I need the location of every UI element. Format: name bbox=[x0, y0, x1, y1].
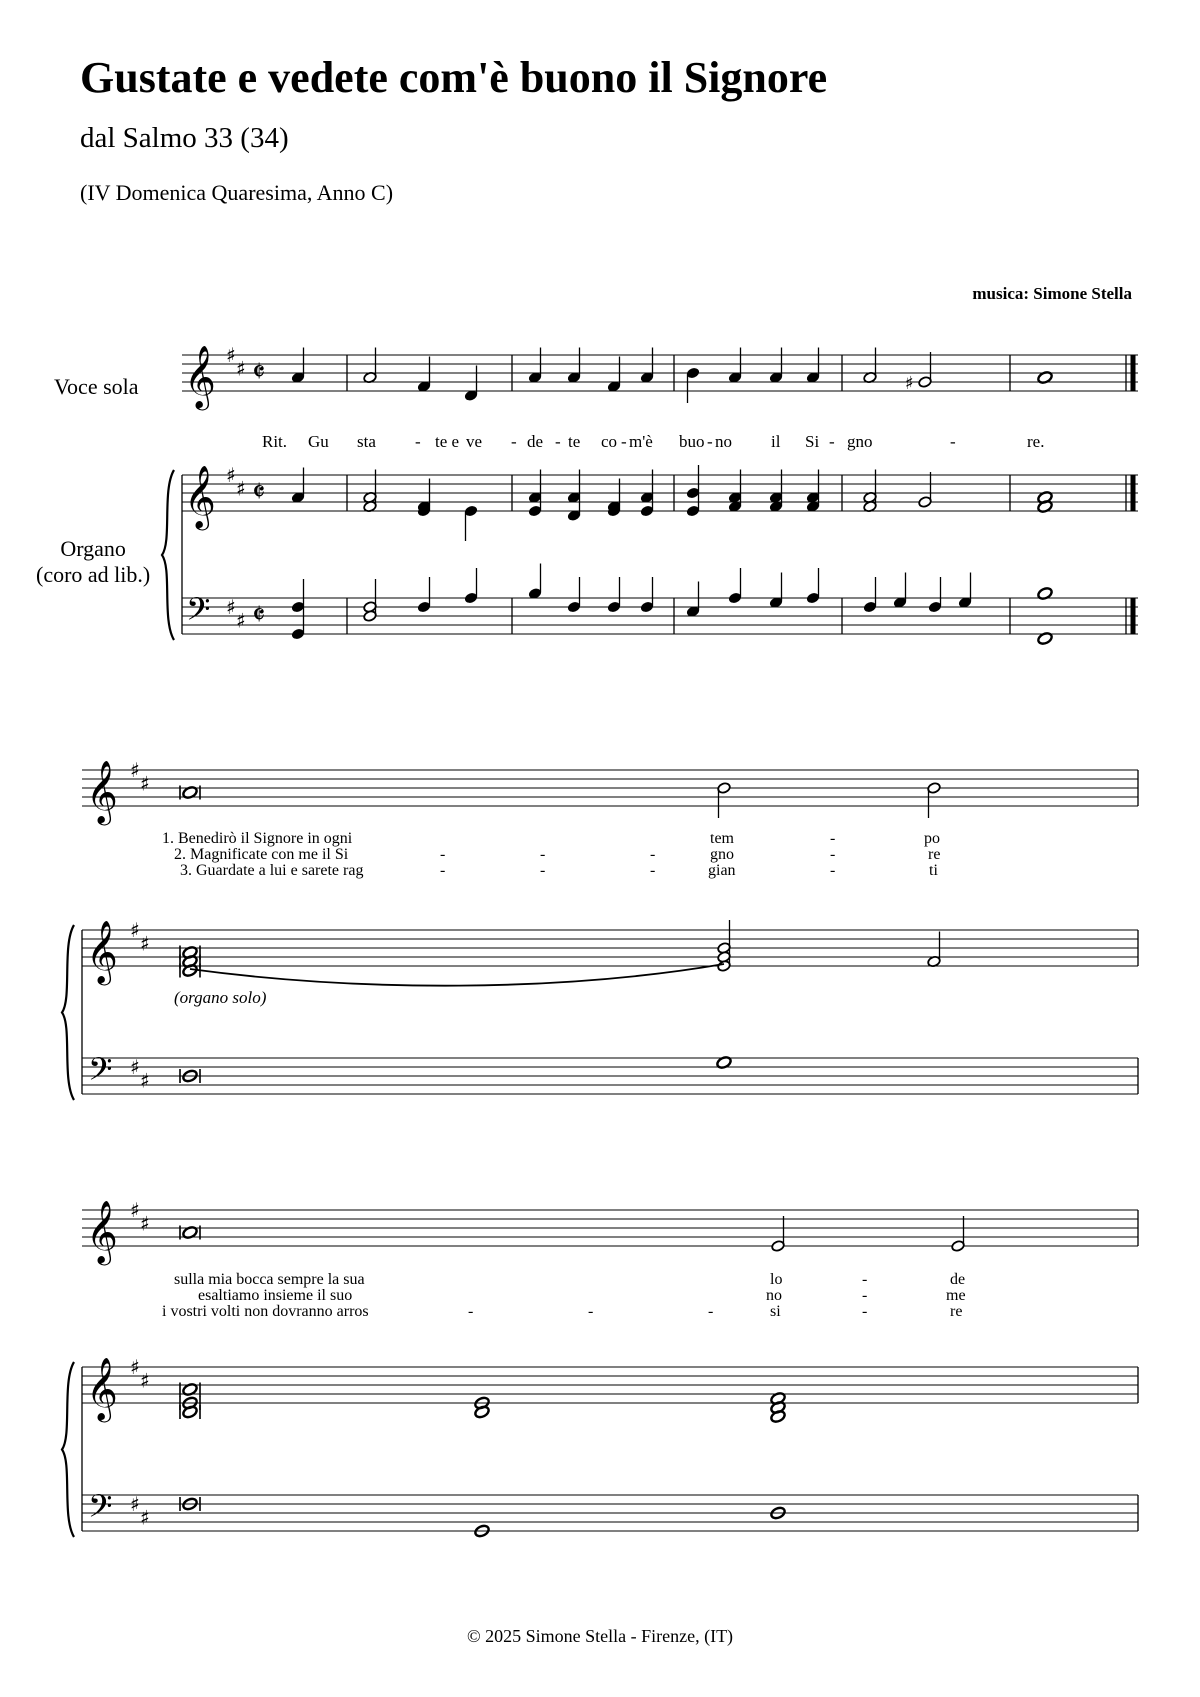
lyric-hyphen: - bbox=[440, 846, 446, 863]
organ-treble-staff bbox=[82, 1367, 1138, 1403]
lyric-syllable: tem bbox=[710, 830, 734, 847]
copyright-footer: © 2025 Simone Stella - Firenze, (IT) bbox=[466, 1626, 734, 1646]
clefs-keys bbox=[86, 343, 914, 1532]
lyric-hyphen: - bbox=[862, 1287, 868, 1304]
organ-label-line2: (coro ad lib.) bbox=[36, 562, 151, 587]
lyric-syllable: te bbox=[568, 432, 581, 451]
voice-staff bbox=[82, 770, 1138, 806]
lyric-syllable: ti bbox=[929, 862, 938, 879]
key-sharp-icon: ♯ bbox=[226, 343, 236, 367]
key-sharp-icon: ♯ bbox=[226, 595, 236, 619]
lyric-syllable: lo bbox=[770, 1271, 783, 1288]
brace bbox=[162, 470, 174, 640]
key-sharp-icon: ♯ bbox=[236, 356, 246, 381]
page-title: Gustate e vedete com'è buono il Signore bbox=[80, 53, 828, 102]
brace bbox=[62, 925, 74, 1100]
brace bbox=[62, 1362, 74, 1537]
bass-clef-icon: 𝄢 bbox=[88, 1488, 113, 1532]
key-sharp-icon: ♯ bbox=[236, 476, 246, 501]
sharp-icon: ♯ bbox=[905, 373, 914, 394]
key-sharp-icon: ♯ bbox=[140, 1368, 150, 1393]
lyric-hyphen: - bbox=[511, 432, 517, 451]
lyric-syllable: re bbox=[928, 846, 941, 863]
lyric-syllable: de bbox=[527, 432, 544, 451]
lyric-syllable: co bbox=[601, 432, 618, 451]
key-sharp-icon: ♯ bbox=[130, 758, 140, 782]
lyric-hyphen: - bbox=[708, 1303, 714, 1320]
key-sharp-icon: ♯ bbox=[140, 1068, 150, 1093]
key-sharp-icon: ♯ bbox=[140, 771, 150, 796]
braces bbox=[62, 470, 174, 1537]
key-sharp-icon: ♯ bbox=[140, 931, 150, 956]
lyric-syllable: Gu bbox=[308, 432, 329, 451]
organ-bass-staff bbox=[82, 1495, 1138, 1531]
lyric-hyphen: - bbox=[830, 862, 836, 879]
lyric-syllable: m'è bbox=[629, 432, 653, 451]
barlines bbox=[82, 355, 1138, 1531]
lyric-hyphen: - bbox=[555, 432, 561, 451]
lyric-hyphen: - bbox=[415, 432, 421, 451]
treble-clef-icon: 𝄞 bbox=[86, 760, 118, 823]
lyric-syllable: il bbox=[771, 432, 781, 451]
lyric-hyphen: - bbox=[650, 862, 656, 879]
lyric-syllable: re bbox=[950, 1303, 963, 1320]
organ-bass-staff bbox=[182, 598, 1138, 634]
treble-clef-icon: 𝄞 bbox=[86, 1200, 118, 1263]
key-sharp-icon: ♯ bbox=[130, 1355, 140, 1379]
key-sharp-icon: ♯ bbox=[140, 1505, 150, 1530]
tie-curve bbox=[190, 964, 724, 986]
time-signature-icon: 𝄵 bbox=[252, 355, 266, 390]
lyric-hyphen: - bbox=[830, 846, 836, 863]
key-sharp-icon: ♯ bbox=[130, 1492, 140, 1516]
lyric-syllable: Si bbox=[805, 432, 820, 451]
notes bbox=[180, 348, 1053, 1539]
voice-staff bbox=[182, 355, 1138, 391]
key-sharp-icon: ♯ bbox=[130, 1198, 140, 1222]
lyric-hyphen: - bbox=[588, 1303, 594, 1320]
organ-label-line1: Organo bbox=[60, 536, 126, 561]
verse3-text: i vostri volti non dovranno arros bbox=[162, 1303, 369, 1320]
lyric-hyphen: - bbox=[440, 862, 446, 879]
lyric-hyphen: - bbox=[707, 432, 713, 451]
lyric-syllable: de bbox=[950, 1271, 966, 1288]
key-sharp-icon: ♯ bbox=[226, 463, 236, 487]
lyric-hyphen: - bbox=[862, 1303, 868, 1320]
lyric-syllable: ve bbox=[466, 432, 483, 451]
instrument-label-voice: Voce sola bbox=[54, 374, 139, 399]
lyric-hyphen: - bbox=[621, 432, 627, 451]
lyric-hyphen: - bbox=[540, 862, 546, 879]
liturgical-occasion: (IV Domenica Quaresima, Anno C) bbox=[80, 180, 394, 205]
lyric-hyphen: - bbox=[468, 1303, 474, 1320]
verse2-text: esaltiamo insieme il suo bbox=[198, 1287, 353, 1304]
lyric-hyphen: - bbox=[862, 1271, 868, 1288]
lyric-hyphen: - bbox=[950, 432, 956, 451]
lyric-syllable: si bbox=[770, 1303, 781, 1320]
time-signature-icon: 𝄵 bbox=[252, 475, 266, 510]
lyric-hyphen: - bbox=[540, 846, 546, 863]
time-signature-icon: 𝄵 bbox=[252, 598, 266, 633]
composer-credit: musica: Simone Stella bbox=[972, 284, 1132, 303]
key-sharp-icon: ♯ bbox=[140, 1211, 150, 1236]
treble-clef-icon: 𝄞 bbox=[86, 1357, 118, 1420]
bass-clef-icon: 𝄢 bbox=[88, 1051, 113, 1095]
lyric-syllable: buo bbox=[679, 432, 705, 451]
organ-treble-staff bbox=[182, 475, 1138, 511]
treble-clef-icon: 𝄞 bbox=[184, 345, 216, 408]
lyric-hyphen: - bbox=[830, 830, 836, 847]
verse1-text: 1. Benedirò il Signore in ogni bbox=[162, 830, 353, 847]
verse3-text: 3. Guardate a lui e sarete rag bbox=[180, 862, 364, 879]
key-sharp-icon: ♯ bbox=[236, 608, 246, 633]
lyric-syllable: gno bbox=[710, 846, 734, 863]
key-sharp-icon: ♯ bbox=[130, 1055, 140, 1079]
lyric-syllable: Rit. bbox=[262, 432, 288, 451]
verse1-text: sulla mia bocca sempre la sua bbox=[174, 1271, 365, 1288]
key-sharp-icon: ♯ bbox=[130, 918, 140, 942]
lyric-syllable: sta bbox=[357, 432, 376, 451]
lyric-hyphen: - bbox=[650, 846, 656, 863]
lyric-syllable: re. bbox=[1027, 432, 1045, 451]
organ-bass-staff bbox=[82, 1058, 1138, 1094]
lyric-syllable: po bbox=[924, 830, 940, 847]
bass-clef-icon: 𝄢 bbox=[186, 591, 211, 635]
organ-treble-staff bbox=[82, 930, 1138, 966]
organ-solo-direction: (organo solo) bbox=[174, 988, 267, 1007]
lyric-syllable: me bbox=[946, 1287, 966, 1304]
lyric-syllable: te e bbox=[435, 432, 460, 451]
treble-clef-icon: 𝄞 bbox=[86, 920, 118, 983]
lyric-syllable: gian bbox=[708, 862, 736, 879]
lyric-hyphen: - bbox=[829, 432, 835, 451]
treble-clef-icon: 𝄞 bbox=[184, 465, 216, 528]
lyric-syllable: gno bbox=[847, 432, 873, 451]
staves bbox=[82, 355, 1138, 1531]
voice-staff bbox=[82, 1210, 1138, 1246]
verse2-text: 2. Magnificate con me il Si bbox=[174, 846, 349, 863]
lyric-syllable: no bbox=[715, 432, 732, 451]
page-subtitle: dal Salmo 33 (34) bbox=[80, 122, 289, 154]
lyric-syllable: no bbox=[766, 1287, 782, 1304]
